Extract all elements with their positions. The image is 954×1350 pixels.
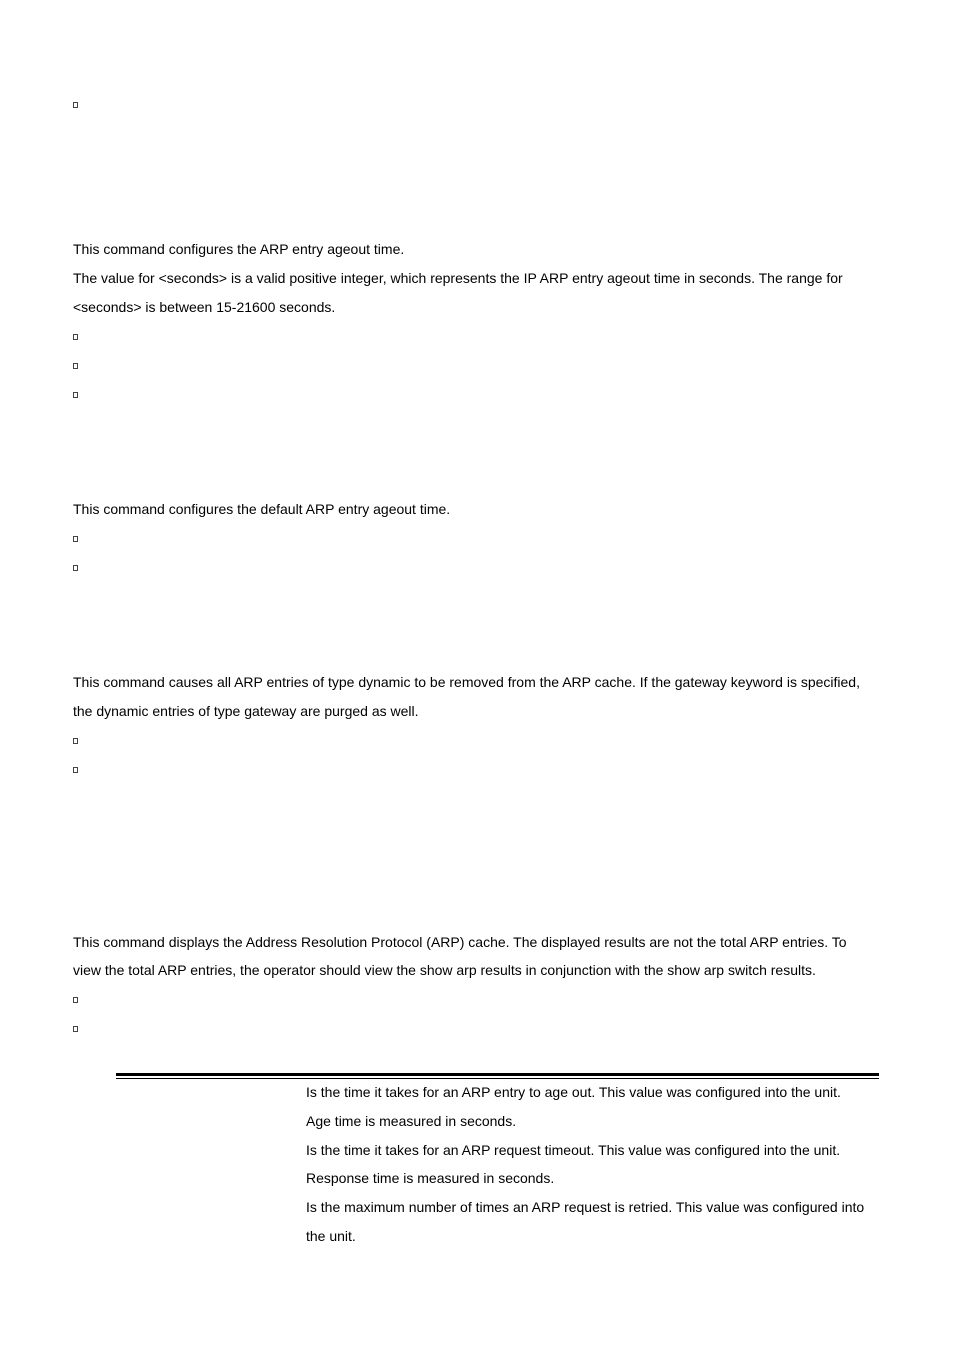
table-row-2-line-1: Is the time it takes for an ARP request timeout. This value was configured into the unit. [306,1142,841,1158]
table-top-rule [116,1073,879,1076]
ageout-param-line-2: <seconds> is between 15-21600 seconds. [73,299,336,315]
table-row-3-line-1: Is the maximum number of times an ARP request is retried. This value was configured into [306,1199,865,1215]
ageout-description: This command configures the ARP entry ageout time. [73,241,405,257]
table-row-3-line-2: the unit. [306,1228,356,1244]
bullet-marker [73,363,78,369]
show-description-line-2: view the total ARP entries, the operator should view the show arp results in conjunction with the show arp switch results. [73,962,816,978]
table-row-1-line-2: Age time is measured in seconds. [306,1113,517,1129]
bullet-marker [73,997,78,1003]
table-row-2-line-2: Response time is measured in seconds. [306,1170,555,1186]
bullet-marker [73,334,78,340]
purge-description-line-2: the dynamic entries of type gateway are purged as well. [73,703,419,719]
show-description-line-1: This command displays the Address Resolution Protocol (ARP) cache. The displayed results are not the total ARP entries. To [73,934,847,950]
bullet-marker [73,1026,78,1032]
bullet-marker [73,392,78,398]
purge-description-line-1: This command causes all ARP entries of type dynamic to be removed from the ARP cache. If the gateway keyword is specified, [73,674,860,690]
bullet-marker [73,565,78,571]
bullet-marker [73,102,78,108]
ageout-param-line-1: The value for <seconds> is a valid positive integer, which represents the IP ARP entry ageout time in seconds. The range for [73,270,843,286]
table-row-1-line-1: Is the time it takes for an ARP entry to age out. This value was configured into the unit. [306,1084,841,1100]
table-header-rule [116,1078,879,1079]
bullet-marker [73,536,78,542]
bullet-marker [73,767,78,773]
default-ageout-description: This command configures the default ARP entry ageout time. [73,501,451,517]
bullet-marker [73,738,78,744]
